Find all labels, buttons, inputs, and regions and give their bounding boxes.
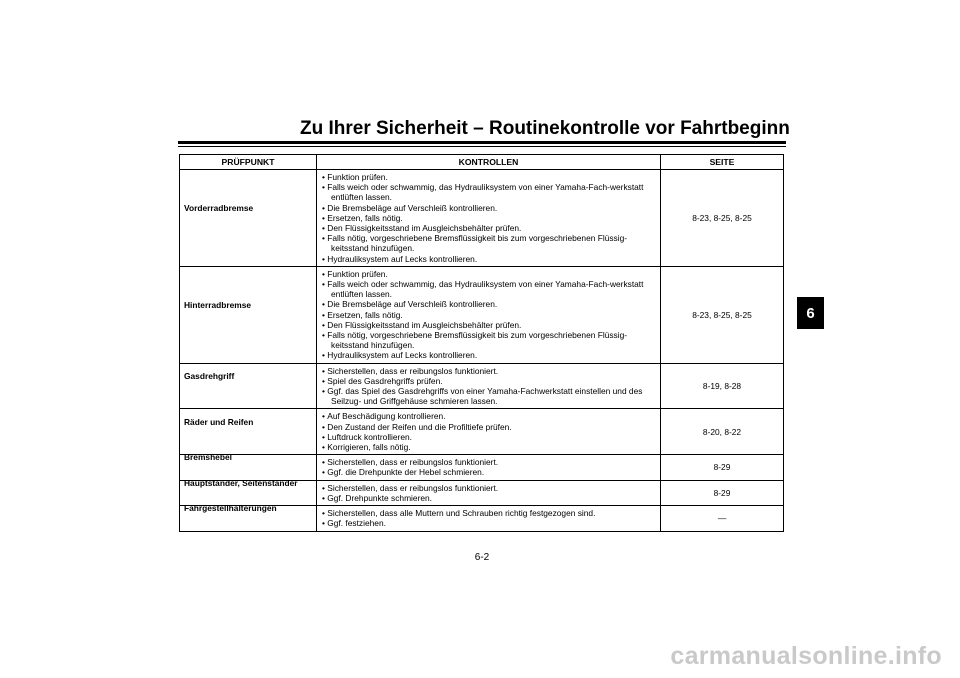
page-number: 6-2 [474, 552, 490, 563]
row-item-cell [180, 503, 317, 531]
row-page-ref: 8-23, 8-25, 8-25 [661, 170, 784, 267]
table-row [180, 170, 784, 267]
row-item-cell [180, 266, 317, 363]
row-checks-cell [317, 409, 661, 455]
check-item: • Ggf. die Drehpunkte der Hebel schmieren. [322, 467, 656, 477]
check-item: • Ggf. das Spiel des Gasdrehgriffs von einer Yamaha-Fachwerkstatt einstellen und des Seilzug- und Griffgehäuse schmieren lassen. [322, 386, 656, 406]
check-item: • Falls weich oder schwammig, das Hydrauliksystem von einer Yamaha-Fach-werkstatt entlüften lassen. [322, 279, 656, 299]
row-checks-cell [317, 170, 661, 267]
check-item: • Funktion prüfen. [322, 172, 656, 182]
check-item: • Sicherstellen, dass alle Muttern und Schrauben richtig festgezogen sind. [322, 508, 656, 518]
row-item-cell [180, 170, 317, 267]
table-row [180, 409, 784, 455]
check-item: • Hydrauliksystem auf Lecks kontrollieren. [322, 350, 656, 360]
watermark-text: carmanualsonline.info [670, 642, 942, 670]
check-item: • Den Flüssigkeitsstand im Ausgleichsbehälter prüfen. [322, 320, 656, 330]
check-item: • Den Flüssigkeitsstand im Ausgleichsbehälter prüfen. [322, 223, 656, 233]
check-item: • Sicherstellen, dass er reibungslos funktioniert. [322, 457, 656, 467]
check-item: • Korrigieren, falls nötig. [322, 442, 656, 452]
inspection-table [179, 154, 784, 532]
check-item: • Ersetzen, falls nötig. [322, 213, 656, 223]
section-tab-marker: 6 [797, 297, 824, 329]
row-item-label: Fahrgestellhalterungen [184, 503, 277, 514]
table-row [180, 480, 784, 505]
row-checks-cell [317, 455, 661, 480]
row-item-label: Räder und Reifen [184, 416, 254, 427]
check-item: • Hydrauliksystem auf Lecks kontrollieren. [322, 254, 656, 264]
table-row [180, 363, 784, 409]
check-item: • Die Bremsbeläge auf Verschleiß kontrollieren. [322, 203, 656, 213]
check-item: • Den Zustand der Reifen und die Profiltiefe prüfen. [322, 422, 656, 432]
row-item-cell [180, 477, 317, 505]
row-checks-cell [317, 506, 661, 531]
row-item-label: Vorderradbremse [184, 202, 254, 213]
table-row [180, 506, 784, 531]
header-pruefpunkt: PRÜFPUNKT [180, 155, 317, 170]
row-item-cell [180, 452, 317, 480]
row-item-label: Bremshebel [184, 452, 232, 463]
row-item-label: Hinterradbremse [184, 299, 252, 310]
check-item: • Ggf. Drehpunkte schmieren. [322, 493, 656, 503]
check-item: • Luftdruck kontrollieren. [322, 432, 656, 442]
check-item: • Ggf. festziehen. [322, 518, 656, 528]
check-item: • Sicherstellen, dass er reibungslos funktioniert. [322, 483, 656, 493]
page-title: Zu Ihrer Sicherheit – Routinekontrolle vor Fahrtbeginn [300, 118, 790, 139]
check-item: • Ersetzen, falls nötig. [322, 310, 656, 320]
row-page-ref: 8-23, 8-25, 8-25 [661, 266, 784, 363]
check-item: • Falls weich oder schwammig, das Hydrauliksystem von einer Yamaha-Fach-werkstatt entlüften lassen. [322, 182, 656, 202]
table-row [180, 266, 784, 363]
row-page-ref: 8-29 [661, 480, 784, 505]
row-checks-cell [317, 363, 661, 409]
check-item: • Falls nötig, vorgeschriebene Bremsflüssigkeit bis zum vorgeschriebenen Flüssig-keitsstand hinzufügen. [322, 233, 656, 253]
check-item: • Die Bremsbeläge auf Verschleiß kontrollieren. [322, 299, 656, 309]
row-page-ref: 8-19, 8-28 [661, 363, 784, 409]
check-item: • Auf Beschädigung kontrollieren. [322, 411, 656, 421]
row-checks-cell [317, 480, 661, 505]
title-underline-thin [178, 146, 786, 147]
row-item-cell [180, 363, 317, 409]
row-item-label: Hauptständer, Seitenständer [184, 477, 298, 488]
row-page-ref: — [661, 506, 784, 531]
check-item: • Spiel des Gasdrehgriffs prüfen. [322, 376, 656, 386]
row-checks-cell [317, 266, 661, 363]
row-item-cell [180, 409, 317, 455]
row-item-label: Gasdrehgriff [184, 370, 235, 381]
header-kontrollen: KONTROLLEN [317, 155, 661, 170]
table-header-row [180, 155, 784, 170]
check-item: • Falls nötig, vorgeschriebene Bremsflüssigkeit bis zum vorgeschriebenen Flüssig-keitsstand hinzufügen. [322, 330, 656, 350]
table-row [180, 455, 784, 480]
row-page-ref: 8-29 [661, 455, 784, 480]
row-page-ref: 8-20, 8-22 [661, 409, 784, 455]
header-seite: SEITE [661, 155, 784, 170]
title-underline-thick [178, 141, 786, 144]
check-item: • Funktion prüfen. [322, 269, 656, 279]
check-item: • Sicherstellen, dass er reibungslos funktioniert. [322, 366, 656, 376]
